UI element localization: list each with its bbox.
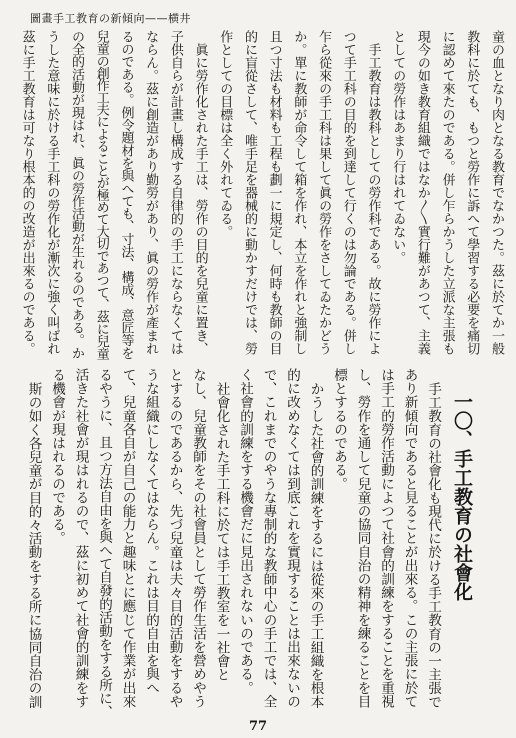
text-line: うな組織にしなくてはならん。これは目的自由を與へ	[143, 368, 159, 695]
text-line: 斯の如く各兒童が目的々活動をする所に協同自治の訓	[25, 381, 42, 708]
text-line: し、勞作を通して兒童の協同自治の精神を練ることを目	[354, 368, 371, 708]
text-line: 眞に勞作化された手工は、勞作の目的を兒童に置き、	[192, 43, 208, 355]
text-line: 童の血となり肉となる教育でなかつた。茲に於てか一般	[489, 30, 504, 355]
text-line: 標とするのである。	[331, 368, 347, 491]
text-line: 手工教育は教科としての勞作科である。故に勞作によ	[365, 43, 381, 355]
text-line: 的に改めなくては到底これを實現することは出來ないの	[284, 368, 300, 708]
text-line: て、兒童各自が自己の能力と趣味とに應じて作業が出來	[119, 368, 136, 708]
text-line: あり新傾向であると見ることが出來る。この主張に於て	[401, 368, 418, 708]
text-line: は手工的勞作活動によつて社會的訓練をすることを重視	[378, 368, 394, 708]
text-line: る機會が現はれるのである。	[49, 368, 65, 545]
text-line: ならん。茲に創造があり勤勞があり、眞の勞作が產まれ	[143, 30, 159, 355]
text-line: 教科に於ても、もつと勞作に訴へて學習する必要を痛切	[464, 30, 480, 355]
text-line: 現今の如き教育組織ではなか〳〵實行難があつて、主義	[414, 30, 430, 355]
page-number: 77	[248, 719, 268, 734]
text-line: 活きた社會が現はれるので、茲に初めて社會的訓練をす	[72, 368, 89, 708]
text-line: か。單に教師が命令して箱を作れ、本立を作れと強制し	[291, 30, 307, 355]
lower-text-block	[8, 368, 508, 720]
text-line: なし、兒童教師をその社會員として勞作生活を營めやう	[190, 368, 206, 708]
text-line: 乍ら從來の手工科は果して眞の勞作をさしてゐたかどう	[316, 30, 332, 355]
text-line: 且つ寸法も材料も工程も劃一に規定し、何時も教師の目	[266, 30, 282, 355]
text-line: 子供自らが計畫し構成する自律的の手工にならなくては	[167, 30, 183, 355]
text-line: 兒童の創作工夫によることが極めて大切であつて、茲に兒童	[93, 30, 109, 360]
text-line: に認めて來たのである。併し乍らかうした立派な主張も	[439, 30, 455, 355]
text-line: つて手工科の目的を到達して行くのは勿論である。併し	[340, 30, 356, 355]
running-header: 圖畫手工教育の新傾向——横井	[30, 12, 191, 25]
text-line: としての勞作はあまり行はれてゐない。	[390, 30, 406, 264]
text-line: うした意味に於ける手工科の勞作化が漸次に強く叫ばれ	[44, 30, 60, 355]
text-line: るやうに、且つ方法自由を與へて自發的活動をする所に、	[96, 368, 112, 719]
text-line: 手工教育の社會化も現代に於ける手工教育の一主張で	[425, 381, 441, 708]
text-line: の全的活動が現はれ、眞の勞作活動が生れるのである。か	[69, 30, 85, 360]
section-heading: 一〇、手工教育の社會化	[451, 392, 473, 601]
text-line: るのである。例令題材を與へても、寸法、構成、意匠等を	[118, 30, 134, 360]
text-line: 社會化された手工科に於ては手工教室を一社會と	[213, 381, 230, 681]
text-line: 茲に手工教育は可なり根本的の改造が出來るのである。	[19, 30, 35, 355]
text-line: とするのであるから、先づ兒童は夫々目的活動をするや	[166, 368, 183, 708]
upper-text-block	[8, 30, 508, 360]
text-line: 作としての目標は全く外れてゐる。	[217, 30, 233, 238]
text-line: かうした社會的訓練をするには從來の手工組織を根本	[307, 381, 324, 708]
text-line: く社會的訓練をする機會だに見出されないのである。	[237, 368, 253, 695]
text-line: で、これまでのやうな專制的な教師中心の手工では、全	[260, 368, 277, 708]
text-line: 的に盲從さして、唯手足を器械的に動かすだけでは、勞	[241, 30, 257, 355]
